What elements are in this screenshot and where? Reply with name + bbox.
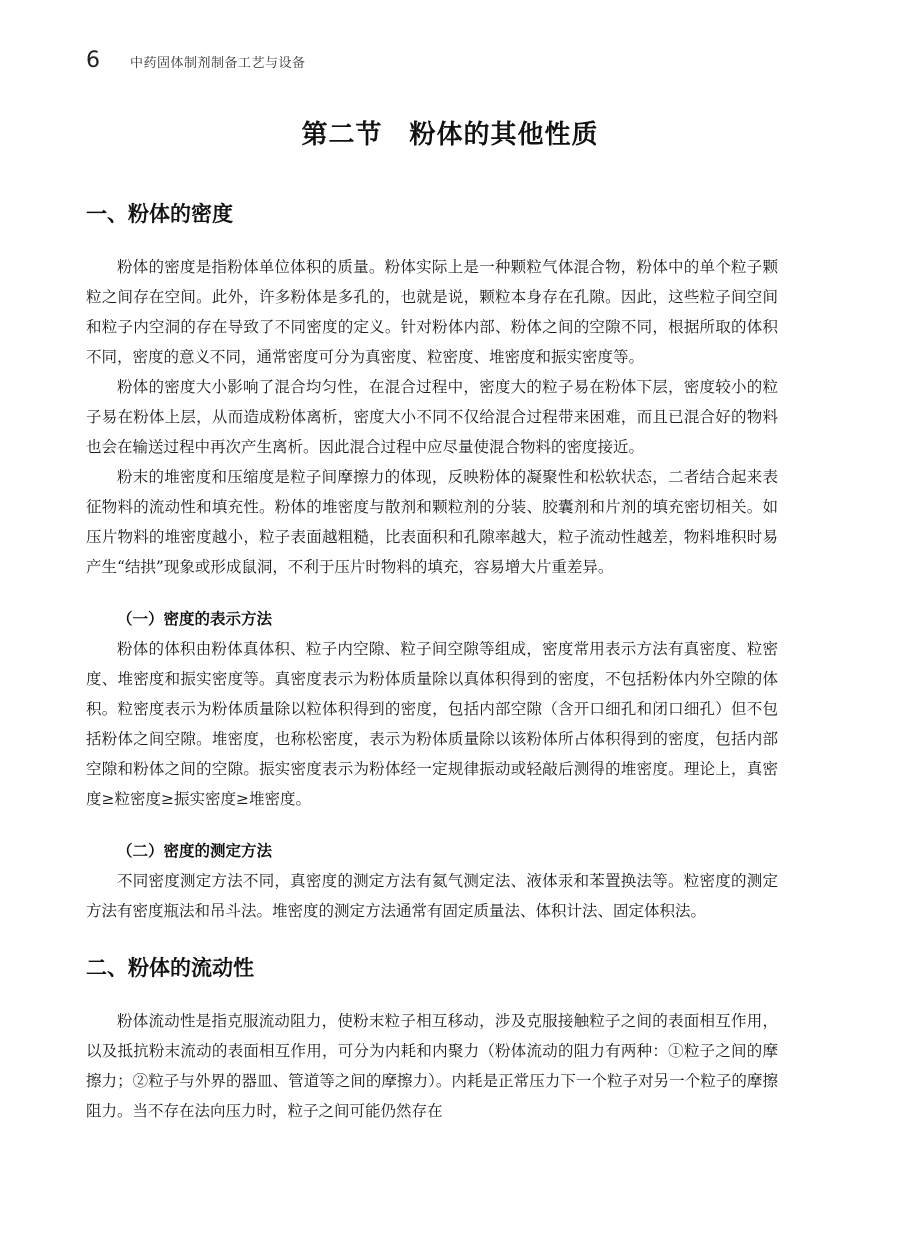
section-title: 第二节 粉体的其他性质	[301, 120, 599, 150]
paragraph: 粉体的体积由粉体真体积、粒子内空隙、粒子间空隙等组成，密度常用表示方法有真密度、粒密度、堆密度和振实密度等。真密度表示为粉体质量除以真体积得到的密度，不包括粉体内外空隙的体积。粒密度表示为粉体质量除以粒体积得到的密度，包括内部空隙（含开口细孔和闭口细孔）但不包括粉体之间空隙。堆密度，也称松密度，表示为粉体质量除以该粉体所占体积得到的密度，包括内部空隙和粉体之间的空隙。振实密度表示为粉体经一定规律振动或轻敲后测得的堆密度。理论上，真密度≥粒密度≥振实密度≥堆密度。	[86, 640, 778, 808]
paragraph: 粉体流动性是指克服流动阻力，使粉末粒子相互移动，涉及克服接触粒子之间的表面相互作用，以及抵抗粉末流动的表面相互作用，可分为内耗和内聚力（粉体流动的阻力有两种：①粒子之间的摩擦力；②粒子与外界的器皿、管道等之间的摩擦力）。内耗是正常压力下一个粒子对另一个粒子的摩擦阻力。当不存在法向压力时，粒子之间可能仍然存在	[86, 1012, 778, 1120]
book-title: 中药固体制剂制备工艺与设备	[130, 56, 306, 71]
heading-powder-density: 一、粉体的密度	[86, 202, 233, 226]
paragraph: 粉体的密度是指粉体单位体积的质量。粉体实际上是一种颗粒气体混合物，粉体中的单个粒子颗粒之间存在空间。此外，许多粉体是多孔的，也就是说，颗粒本身存在孔隙。因此，这些粒子间空间和粒子内空洞的存在导致了不同密度的定义。针对粉体内部、粉体之间的空隙不同，根据所取的体积不同，密度的意义不同，通常密度可分为真密度、粒密度、堆密度和振实密度等。	[86, 258, 778, 366]
running-header	[86, 48, 306, 80]
heading-powder-flowability: 二、粉体的流动性	[86, 956, 254, 980]
subheading-density-expression: （一）密度的表示方法	[117, 610, 273, 628]
paragraph: 粉体的密度大小影响了混合均匀性，在混合过程中，密度大的粒子易在粉体下层，密度较小的粒子易在粉体上层，从而造成粉体离析，密度大小不同不仅给混合过程带来困难，而且已混合好的物料也会在输送过程中再次产生离析。因此混合过程中应尽量使混合物料的密度接近。	[86, 378, 778, 456]
paragraph: 粉末的堆密度和压缩度是粒子间摩擦力的体现，反映粉体的凝聚性和松软状态，二者结合起来表征物料的流动性和填充性。粉体的堆密度与散剂和颗粒剂的分装、胶囊剂和片剂的填充密切相关。如压片物料的堆密度越小，粒子表面越粗糙，比表面积和孔隙率越大，粒子流动性越差，物料堆积时易产生“结拱”现象或形成鼠洞，不利于压片时物料的填充，容易增大片重差异。	[86, 468, 778, 576]
paragraph: 不同密度测定方法不同，真密度的测定方法有氦气测定法、液体汞和苯置换法等。粒密度的测定方法有密度瓶法和吊斗法。堆密度的测定方法通常有固定质量法、体积计法、固定体积法。	[86, 872, 778, 920]
subheading-density-measurement: （二）密度的测定方法	[117, 842, 273, 860]
main-content	[86, 196, 778, 1126]
page-number: 6	[86, 48, 100, 73]
